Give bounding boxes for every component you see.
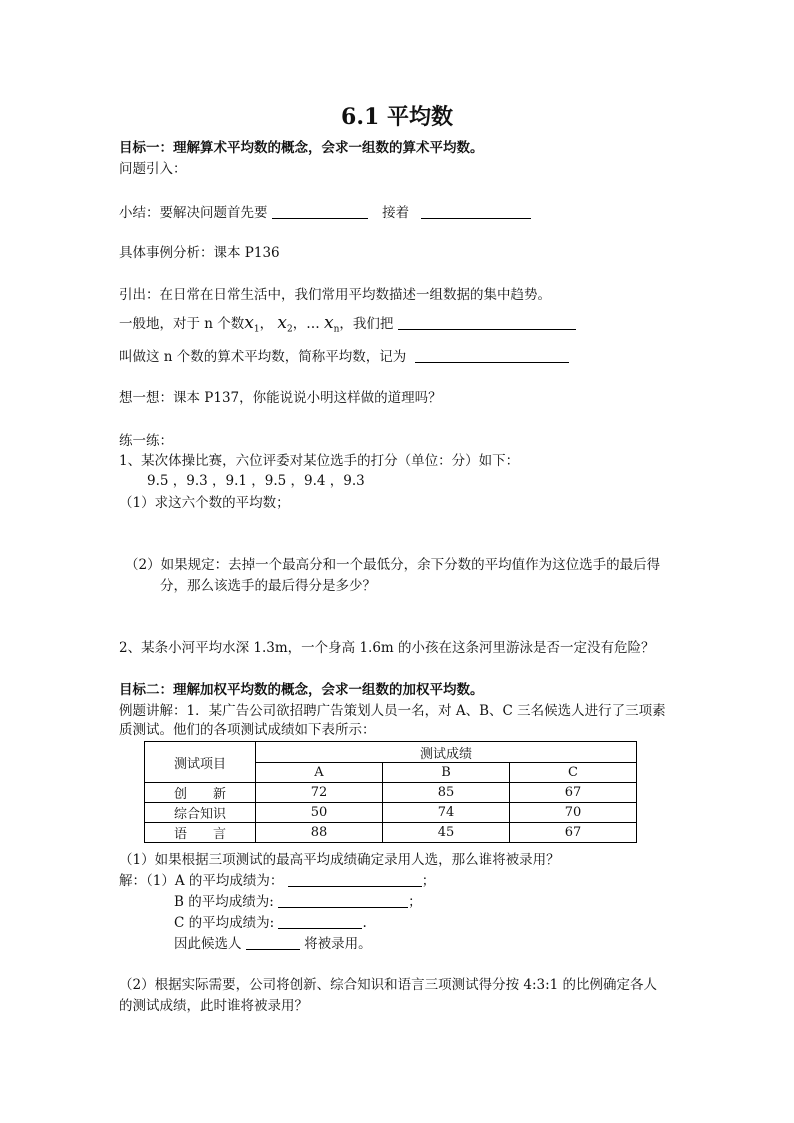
practice-label: 练一练：	[119, 433, 173, 449]
summary-blank-1[interactable]	[272, 204, 368, 219]
example-analysis: 具体事例分析：课本 P136	[119, 245, 280, 261]
goal-one-heading: 目标一：理解算术平均数的概念，会求一组数的算术平均数。	[119, 140, 484, 156]
question-2-line1: （2）根据实际需要，公司将创新、综合知识和语言三项测试得分按 4:3:1 的比例确定各人	[119, 977, 658, 993]
solution-a-semicolon: ；	[421, 873, 436, 889]
score-cell: 67	[510, 823, 637, 843]
question-2-line2: 的测试成绩，此时谁将被录用？	[119, 998, 308, 1014]
row-item: 综合知识	[145, 803, 256, 823]
solution-b-semicolon: ；	[408, 894, 422, 910]
page-title: 6.1 平均数	[341, 104, 453, 130]
row-item: 语 言	[145, 823, 256, 843]
formula-x2: $x_2$	[277, 313, 293, 335]
summary-then: 接着	[382, 205, 410, 221]
solution-b-line	[174, 893, 422, 911]
conclusion-prefix: 因此候选人	[174, 936, 242, 952]
solution-a-label: 解：（1）A 的平均成绩为：	[119, 873, 284, 889]
score-cell: 72	[256, 783, 383, 803]
solution-c-label: C 的平均成绩为:	[174, 915, 275, 931]
practice-question-1-2-line1: （2）如果规定：去掉一个最高分和一个最低分，余下分数的平均值作为这位选手的最后得	[125, 557, 661, 573]
solution-c-line	[174, 914, 367, 932]
called-blank[interactable]	[415, 348, 569, 363]
score-cell: 85	[383, 783, 510, 803]
question-1: （1）如果根据三项测试的最高平均成绩确定录用人选，那么谁将被录用？	[119, 852, 560, 868]
score-cell: 88	[256, 823, 383, 843]
solution-b-blank[interactable]	[278, 893, 408, 908]
solution-c-period: .	[362, 915, 367, 931]
general-prefix: 一般地，对于 n 个数	[119, 316, 245, 332]
conclusion-blank[interactable]	[246, 935, 300, 950]
solution-a-blank[interactable]	[288, 872, 422, 887]
practice-scores: 9.5 ，9.3 ，9.1 ，9.5 ，9.4 ，9.3	[147, 473, 365, 489]
called-line	[119, 348, 569, 366]
example-line-2: 质测试。他们的各项测试成绩如下表所示：	[119, 722, 376, 738]
general-suffix: ，我们把	[339, 316, 394, 332]
practice-question-1-1: （1）求这六个数的平均数；	[119, 495, 290, 511]
solution-conclusion-line	[174, 935, 372, 953]
header-candidate-b: B	[383, 763, 510, 783]
solution-b-label: B 的平均成绩为:	[174, 894, 274, 910]
table-row	[145, 823, 637, 843]
header-test-item: 测试项目	[145, 742, 256, 783]
think-text: 想一想：课本 P137，你能说说小明这样做的道理吗？	[119, 390, 442, 406]
table-row	[145, 783, 637, 803]
header-candidate-c: C	[510, 763, 637, 783]
table-row	[145, 803, 637, 823]
called-text: 叫做这 n 个数的算术平均数，简称平均数，记为	[119, 349, 407, 365]
summary-blank-2[interactable]	[421, 204, 531, 219]
general-blank[interactable]	[398, 315, 576, 330]
intro-label: 问题引入：	[119, 161, 187, 177]
score-cell: 50	[256, 803, 383, 823]
score-cell: 70	[510, 803, 637, 823]
row-item: 创 新	[145, 783, 256, 803]
score-cell: 74	[383, 803, 510, 823]
solution-c-blank[interactable]	[278, 914, 362, 929]
conclusion-suffix: 将被录用。	[304, 936, 372, 952]
header-test-scores: 测试成绩	[256, 742, 637, 763]
practice-question-1: 1、某次体操比赛，六位评委对某位选手的打分（单位：分）如下：	[119, 453, 520, 469]
practice-question-2: 2、某条小河平均水深 1.3m，一个身高 1.6m 的小孩在这条河里游泳是否一定没有危险？	[119, 640, 655, 656]
practice-question-1-2-line2: 分，那么该选手的最后得分是多少？	[160, 578, 376, 594]
scores-table	[144, 741, 637, 843]
header-candidate-a: A	[256, 763, 383, 783]
formula-x1: $x_1$	[244, 313, 260, 335]
summary-prefix: 小结：要解决问题首先要	[119, 205, 268, 221]
score-cell: 45	[383, 823, 510, 843]
solution-a-line	[119, 872, 435, 890]
lead-text: 引出：在日常在日常生活中，我们常用平均数描述一组数据的集中趋势。	[119, 287, 551, 303]
score-cell: 67	[510, 783, 637, 803]
general-definition-line: 一般地，对于 n 个数$x_1$， $x_2$，… $x_n$，我们把	[119, 314, 576, 339]
summary-line	[119, 204, 531, 222]
formula-xn: $x_n$	[324, 313, 340, 335]
formula-dots: …	[306, 316, 320, 332]
example-line-1: 例题讲解：1．某广告公司欲招聘广告策划人员一名，对 A、B、C 三名候选人进行了三项素	[119, 703, 666, 719]
goal-two-heading: 目标二：理解加权平均数的概念，会求一组数的加权平均数。	[119, 682, 484, 698]
